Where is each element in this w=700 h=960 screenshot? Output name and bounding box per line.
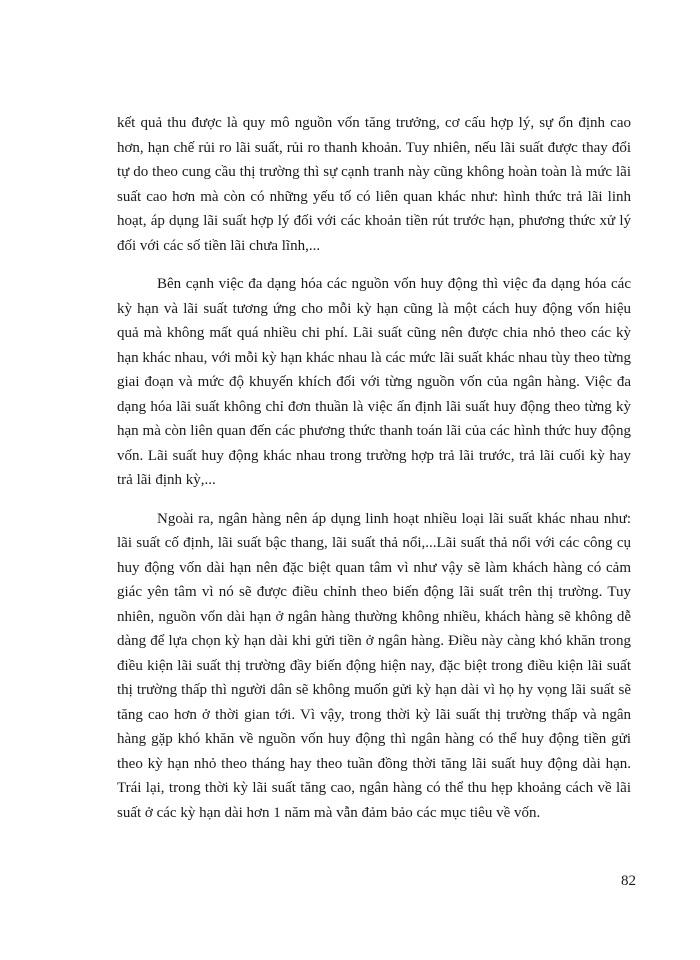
body-text <box>117 111 631 839</box>
paragraph-continuation: kết quả thu được là quy mô nguồn vốn tăng trưởng, cơ cấu hợp lý, sự ổn định cao hơn, hạn chế rủi ro lãi suất, rủi ro thanh khoản. Tuy nhiên, nếu lãi suất được thay đổi tự do theo cung cầu thị trường thì sự cạnh tranh này cũng không hoàn toàn là mức lãi suất cao hơn mà còn có những yếu tố có liên quan khác như: hình thức trả lãi linh hoạt, áp dụng lãi suất hợp lý đối với các khoản tiền rút trước hạn, phương thức xử lý đối với các số tiền lãi chưa lĩnh,... <box>117 115 631 254</box>
paragraph-flexible-rates: Ngoài ra, ngân hàng nên áp dụng linh hoạt nhiều loại lãi suất khác nhau như: lãi suất cố định, lãi suất bậc thang, lãi suất thả nổi,...Lãi suất thả nổi với các công cụ huy động vốn dài hạn nên đặc biệt quan tâm vì như vậy sẽ làm khách hàng có cảm giác yên tâm vì nó sẽ được điều chỉnh theo biến động lãi suất trên thị trường. Tuy nhiên, nguồn vốn dài hạn ở ngân hàng thường không nhiều, khách hàng sẽ không dễ dàng để lựa chọn kỳ hạn dài khi gửi tiền ở ngân hàng. Điều này càng khó khăn trong điều kiện lãi suất thị trường đầy biến động hiện nay, đặc biệt trong điều kiện lãi suất thị trường thấp thì người dân sẽ không muốn gửi kỳ hạn dài vì họ hy vọng lãi suất sẽ tăng cao hơn ở thời gian tới. Vì vậy, trong thời kỳ lãi suất thị trường thấp và ngân hàng gặp khó khăn về nguồn vốn huy động thì ngân hàng có thể huy động tiền gửi theo kỳ hạn nhỏ theo tháng hay theo tuần đồng thời tăng lãi suất huy động dài hạn. Trái lại, trong thời kỳ lãi suất tăng cao, ngân hàng có thể thu hẹp khoảng cách về lãi suất ở các kỳ hạn dài hơn 1 năm mà vẫn đảm bảo các mục tiêu về vốn. <box>117 510 631 821</box>
page-number: 82 <box>621 873 636 889</box>
paragraph-term-diversification: Bên cạnh việc đa dạng hóa các nguồn vốn huy động thì việc đa dạng hóa các kỳ hạn và lãi suất tương ứng cho mỗi kỳ hạn cũng là một cách huy động vốn hiệu quả mà không mất quá nhiều chi phí. Lãi suất cũng nên được chia nhỏ theo các kỳ hạn khác nhau, với mỗi kỳ hạn khác nhau là các mức lãi suất khác nhau tùy theo từng giai đoạn và mức độ khuyến khích đối với từng nguồn vốn của ngân hàng. Việc đa dạng hóa lãi suất không chỉ đơn thuần là việc ấn định lãi suất huy động theo từng kỳ hạn mà còn liên quan đến các phương thức thanh toán lãi của các hình thức huy động vốn. Lãi suất huy động khác nhau trong trường hợp trả lãi trước, trả lãi cuối kỳ hay trả lãi định kỳ,... <box>117 276 631 488</box>
